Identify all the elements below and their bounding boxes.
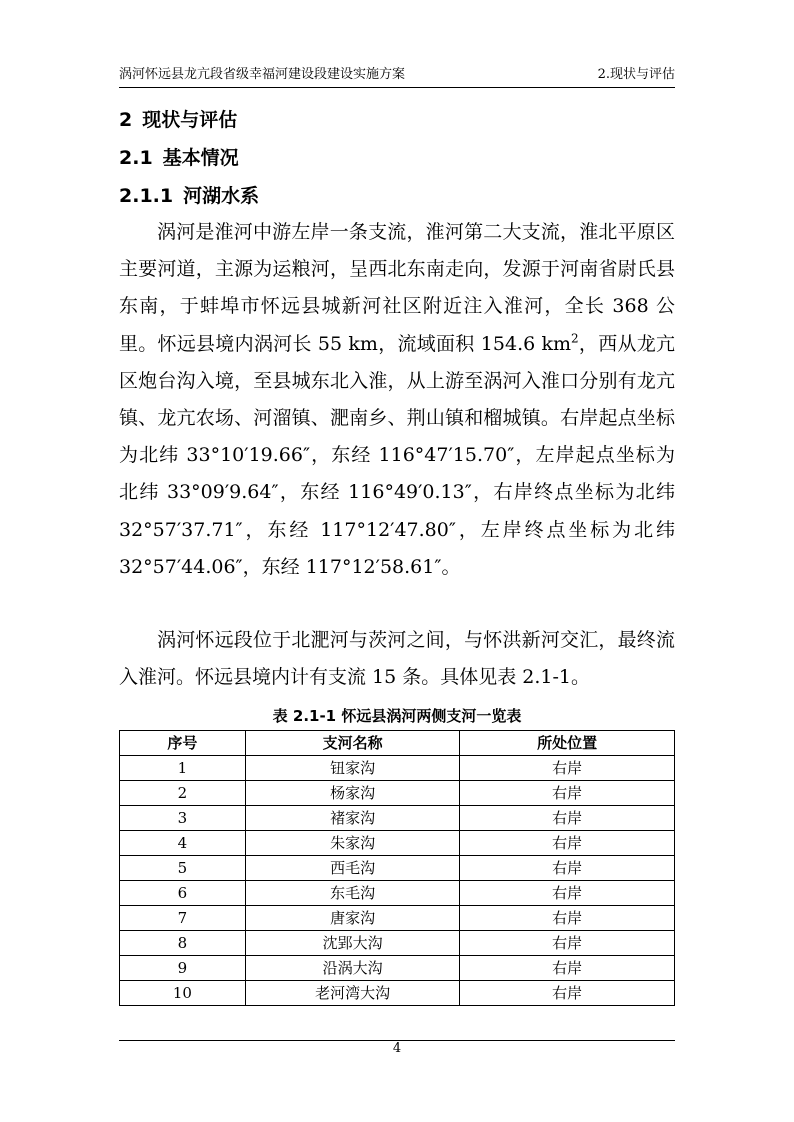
cell-position: 右岸: [460, 956, 675, 981]
table-row: [120, 906, 675, 931]
chapter-number: 2: [119, 109, 133, 131]
table-caption: 表 2.1-1 怀远县涡河两侧支河一览表: [272, 707, 522, 725]
paragraph-tributaries: 涡河怀远段位于北淝河与茨河之间，与怀洪新河交汇，最终流入淮河。怀远县境内计有支流 15 条。具体见表 2.1-1。: [119, 629, 675, 689]
table-row: [120, 856, 675, 881]
table-row: [120, 781, 675, 806]
subsection-number: 2.1.1: [119, 185, 174, 207]
cell-name: 西毛沟: [245, 856, 460, 881]
tributary-table: [119, 730, 675, 1006]
cell-name: 沈郢大沟: [245, 931, 460, 956]
table-row: [120, 981, 675, 1006]
section-title: 基本情况: [162, 147, 239, 169]
cell-index: 4: [120, 831, 246, 856]
header-chapter-title: 2.现状与评估: [597, 67, 675, 82]
cell-position: 右岸: [460, 906, 675, 931]
header-cell-index: 序号: [120, 731, 246, 756]
cell-index: 8: [120, 931, 246, 956]
cell-name: 褚家沟: [245, 806, 460, 831]
cell-index: 1: [120, 756, 246, 781]
cell-index: 9: [120, 956, 246, 981]
cell-position: 右岸: [460, 981, 675, 1006]
cell-name: 唐家沟: [245, 906, 460, 931]
cell-position: 右岸: [460, 856, 675, 881]
cell-position: 右岸: [460, 831, 675, 856]
cell-index: 10: [120, 981, 246, 1006]
cell-name: 钮家沟: [245, 756, 460, 781]
table-row: [120, 956, 675, 981]
cell-position: 右岸: [460, 881, 675, 906]
table-row: [120, 881, 675, 906]
chapter-title: 现状与评估: [142, 109, 238, 131]
cell-position: 右岸: [460, 756, 675, 781]
cell-index: 5: [120, 856, 246, 881]
cell-position: 右岸: [460, 806, 675, 831]
table-row: [120, 756, 675, 781]
cell-name: 老河湾大沟: [245, 981, 460, 1006]
running-header: [119, 63, 675, 88]
paragraph-text-part-2: ，西从龙亢区炮台沟入境，至县城东北入淮，从上游至涡河入淮口分别有龙亢镇、龙亢农场、河溜镇、淝南乡、荆山镇和榴城镇。右岸起点坐标为北纬 33°10′19.66″，东经 116°47′15.70″，左岸起点坐标为北纬 33°09′9.64″，东经 116°49′0.13″，右岸终点坐标为北纬 32°57′37.71″，东经 117°12′47.80″，左岸终点坐标为北纬 32°57′44.06″，东经 117°12′58.61″。: [119, 332, 675, 578]
header-cell-position: 所处位置: [460, 731, 675, 756]
table-row: [120, 831, 675, 856]
cell-index: 3: [120, 806, 246, 831]
header-document-title: 涡河怀远县龙亢段省级幸福河建设段建设实施方案: [119, 67, 406, 82]
table-row: [120, 931, 675, 956]
cell-position: 右岸: [460, 931, 675, 956]
table-header-row: [120, 731, 675, 756]
cell-name: 朱家沟: [245, 831, 460, 856]
cell-index: 6: [120, 881, 246, 906]
section-heading: [119, 145, 239, 171]
superscript-exponent: 2: [571, 331, 579, 346]
cell-index: 7: [120, 906, 246, 931]
chapter-heading: [119, 107, 237, 133]
paragraph-river-overview: [119, 214, 675, 586]
cell-name: 杨家沟: [245, 781, 460, 806]
page-number: 4: [392, 1041, 402, 1056]
subsection-heading: [119, 183, 259, 209]
cell-name: 东毛沟: [245, 881, 460, 906]
cell-name: 沿涡大沟: [245, 956, 460, 981]
cell-index: 2: [120, 781, 246, 806]
subsection-title: 河湖水系: [183, 185, 260, 207]
header-cell-name: 支河名称: [245, 731, 460, 756]
section-number: 2.1: [119, 147, 153, 169]
cell-position: 右岸: [460, 781, 675, 806]
paragraph-text-part-1: 涡河是淮河中游左岸一条支流，淮河第二大支流，淮北平原区主要河道，主源为运粮河，呈西北东南走向，发源于河南省尉氏县东南，于蚌埠市怀远县城新河社区附近注入淮河，全长 368 公里。怀远县境内涡河长 55 km，流域面积 154.6 km: [119, 221, 675, 355]
table-row: [120, 806, 675, 831]
